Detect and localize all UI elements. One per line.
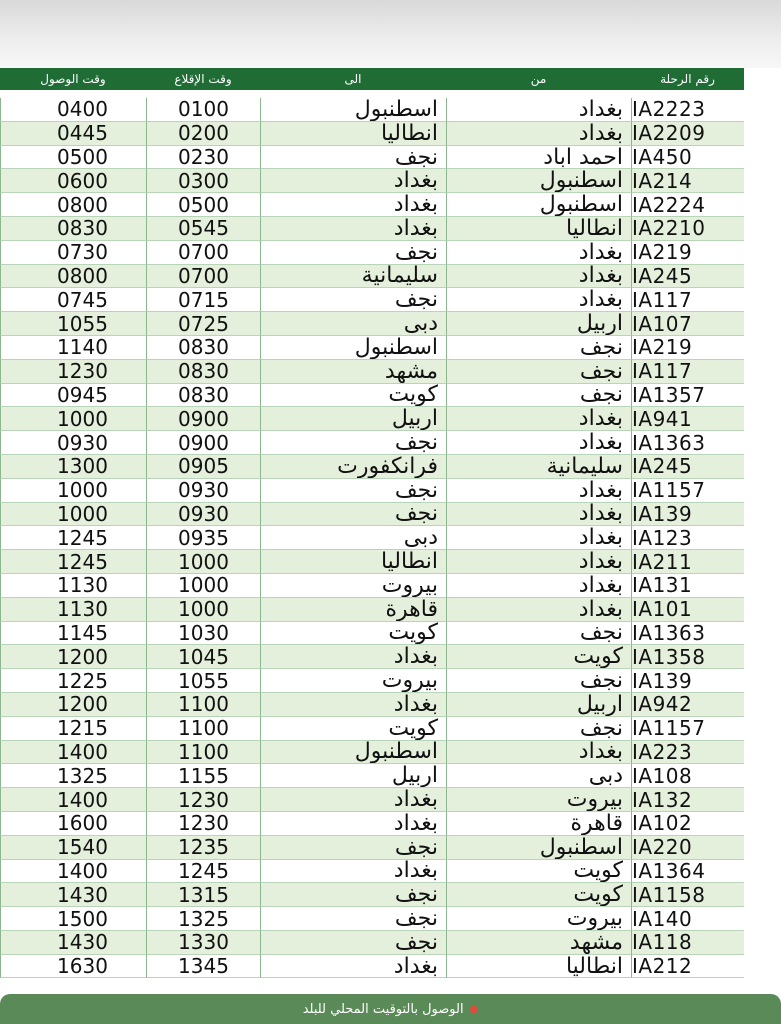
origin-cell: انطاليا [446,217,631,241]
departure-time-cell: 0715 [146,288,260,312]
flight-number-cell: IA245 [631,455,744,479]
arrival-time-cell: 0730 [0,241,146,265]
arrival-time-cell: 1325 [0,764,146,788]
flight-number-cell: IA102 [631,812,744,836]
flight-number-cell: IA212 [631,955,744,979]
origin-cell: بغداد [446,550,631,574]
departure-time-cell: 1155 [146,764,260,788]
origin-cell: بغداد [446,288,631,312]
departure-time-cell: 0300 [146,169,260,193]
flight-number-cell: IA941 [631,407,744,431]
flight-number-cell: IA942 [631,693,744,717]
arrival-time-cell: 1000 [0,479,146,503]
table-row [0,598,744,622]
origin-cell: نجف [446,360,631,384]
departure-time-cell: 1230 [146,788,260,812]
departure-time-cell: 1315 [146,883,260,907]
arrival-time-cell: 1245 [0,526,146,550]
destination-cell: نجف [260,931,446,955]
departure-time-cell: 0905 [146,455,260,479]
flight-number-cell: IA1363 [631,622,744,646]
flight-number-cell: IA107 [631,312,744,336]
departure-time-cell: 0700 [146,265,260,289]
origin-cell: انطاليا [446,955,631,979]
header-from: من [530,72,547,86]
table-row [0,193,744,217]
arrival-time-cell: 1430 [0,931,146,955]
arrival-time-cell: 1430 [0,883,146,907]
flight-number-cell: IA219 [631,241,744,265]
destination-cell: نجف [260,479,446,503]
origin-cell: سليمانية [446,455,631,479]
flight-number-cell: IA117 [631,288,744,312]
arrival-time-cell: 1130 [0,574,146,598]
arrival-time-cell: 0445 [0,122,146,146]
departure-time-cell: 0200 [146,122,260,146]
arrival-time-cell: 1245 [0,550,146,574]
origin-cell: نجف [446,336,631,360]
destination-cell: دبى [260,526,446,550]
departure-time-cell: 1330 [146,931,260,955]
destination-cell: بغداد [260,693,446,717]
destination-cell: نجف [260,288,446,312]
origin-cell: بغداد [446,407,631,431]
departure-time-cell: 1000 [146,598,260,622]
bullet-icon: ● [469,1003,479,1015]
arrival-time-cell: 1130 [0,598,146,622]
origin-cell: اربيل [446,312,631,336]
flight-number-cell: IA123 [631,526,744,550]
origin-cell: بغداد [446,98,631,122]
arrival-time-cell: 1140 [0,336,146,360]
departure-time-cell: 0725 [146,312,260,336]
destination-cell: بغداد [260,217,446,241]
table-row [0,883,744,907]
header-spacer [0,90,744,98]
arrival-time-cell: 0800 [0,265,146,289]
origin-cell: بغداد [446,598,631,622]
departure-time-cell: 0830 [146,360,260,384]
departure-time-cell: 1000 [146,574,260,598]
destination-cell: بيروت [260,669,446,693]
table-row [0,693,744,717]
arrival-time-cell: 0945 [0,384,146,408]
destination-cell: انطاليا [260,550,446,574]
table-row [0,645,744,669]
flight-number-cell: IA132 [631,788,744,812]
flight-number-cell: IA2223 [631,98,744,122]
arrival-time-cell: 1400 [0,860,146,884]
table-row [0,241,744,265]
destination-cell: نجف [260,503,446,527]
flight-number-cell: IA2210 [631,217,744,241]
table-row [0,788,744,812]
departure-time-cell: 0100 [146,98,260,122]
destination-cell: نجف [260,431,446,455]
table-row [0,479,744,503]
table-row [0,312,744,336]
origin-cell: مشهد [446,931,631,955]
arrival-time-cell: 0400 [0,98,146,122]
departure-time-cell: 1100 [146,741,260,765]
flight-number-cell: IA223 [631,741,744,765]
destination-cell: نجف [260,836,446,860]
table-row [0,526,744,550]
destination-cell: بغداد [260,169,446,193]
table-row [0,550,744,574]
origin-cell: بغداد [446,503,631,527]
table-row [0,98,744,122]
top-background [0,0,781,68]
table-row [0,217,744,241]
header-arrival-time: وقت الوصول [40,72,106,86]
table-row [0,812,744,836]
arrival-time-cell: 1400 [0,788,146,812]
destination-cell: بغداد [260,955,446,979]
destination-cell: نجف [260,241,446,265]
departure-time-cell: 1235 [146,836,260,860]
departure-time-cell: 1030 [146,622,260,646]
destination-cell: بغداد [260,788,446,812]
destination-cell: كويت [260,384,446,408]
origin-cell: اسطنبول [446,169,631,193]
origin-cell: كويت [446,645,631,669]
origin-cell: اسطنبول [446,193,631,217]
arrival-time-cell: 1215 [0,717,146,741]
table-row [0,907,744,931]
flight-number-cell: IA2209 [631,122,744,146]
destination-cell: انطاليا [260,122,446,146]
departure-time-cell: 1245 [146,860,260,884]
arrival-time-cell: 1000 [0,503,146,527]
departure-time-cell: 0545 [146,217,260,241]
flight-number-cell: IA245 [631,265,744,289]
destination-cell: فرانكفورت [260,455,446,479]
arrival-time-cell: 1000 [0,407,146,431]
arrival-time-cell: 1600 [0,812,146,836]
table-row [0,764,744,788]
origin-cell: دبى [446,764,631,788]
flight-table [0,98,744,978]
table-row [0,574,744,598]
destination-cell: اربيل [260,764,446,788]
destination-cell: اربيل [260,407,446,431]
departure-time-cell: 1100 [146,693,260,717]
arrival-time-cell: 0745 [0,288,146,312]
table-row [0,407,744,431]
table-header [0,68,744,90]
departure-time-cell: 0500 [146,193,260,217]
arrival-time-cell: 1500 [0,907,146,931]
origin-cell: بيروت [446,907,631,931]
arrival-time-cell: 1230 [0,360,146,384]
destination-cell: سليمانية [260,265,446,289]
destination-cell: بغداد [260,812,446,836]
origin-cell: اربيل [446,693,631,717]
destination-cell: اسطنبول [260,741,446,765]
table-row [0,288,744,312]
flight-number-cell: IA139 [631,669,744,693]
destination-cell: اسطنبول [260,336,446,360]
departure-time-cell: 1000 [146,550,260,574]
table-row [0,384,744,408]
arrival-time-cell: 1200 [0,693,146,717]
arrival-time-cell: 0800 [0,193,146,217]
departure-time-cell: 1055 [146,669,260,693]
departure-time-cell: 1345 [146,955,260,979]
departure-time-cell: 0900 [146,431,260,455]
flight-number-cell: IA1364 [631,860,744,884]
origin-cell: كويت [446,883,631,907]
table-row [0,717,744,741]
origin-cell: بغداد [446,431,631,455]
flight-number-cell: IA118 [631,931,744,955]
header-to: الى [344,72,362,86]
arrival-time-cell: 1540 [0,836,146,860]
departure-time-cell: 1230 [146,812,260,836]
destination-cell: بيروت [260,574,446,598]
header-flight-number: رقم الرحلة [660,72,715,86]
flight-number-cell: IA1358 [631,645,744,669]
header-departure-time: وقت الإقلاع [174,72,232,86]
arrival-time-cell: 1300 [0,455,146,479]
footer-note-text: الوصول بالتوقيت المحلي للبلد [302,1001,464,1017]
flight-number-cell: IA219 [631,336,744,360]
destination-cell: اسطنبول [260,98,446,122]
arrival-time-cell: 1145 [0,622,146,646]
destination-cell: كويت [260,622,446,646]
destination-cell: مشهد [260,360,446,384]
arrival-time-cell: 1400 [0,741,146,765]
destination-cell: قاهرة [260,598,446,622]
departure-time-cell: 0700 [146,241,260,265]
origin-cell: كويت [446,860,631,884]
departure-time-cell: 1045 [146,645,260,669]
table-row [0,431,744,455]
origin-cell: نجف [446,669,631,693]
flight-number-cell: IA1157 [631,479,744,503]
destination-cell: نجف [260,907,446,931]
flight-number-cell: IA214 [631,169,744,193]
table-row [0,669,744,693]
origin-cell: بغداد [446,479,631,503]
footer-note [0,994,781,1024]
flight-number-cell: IA450 [631,146,744,170]
flight-number-cell: IA1157 [631,717,744,741]
flight-number-cell: IA117 [631,360,744,384]
origin-cell: احمد اباد [446,146,631,170]
table-row [0,265,744,289]
flight-number-cell: IA220 [631,836,744,860]
origin-cell: بغداد [446,122,631,146]
arrival-time-cell: 1630 [0,955,146,979]
origin-cell: نجف [446,717,631,741]
destination-cell: نجف [260,146,446,170]
table-row [0,931,744,955]
origin-cell: بغداد [446,741,631,765]
flight-number-cell: IA1363 [631,431,744,455]
table-row [0,122,744,146]
departure-time-cell: 0830 [146,384,260,408]
departure-time-cell: 1325 [146,907,260,931]
arrival-time-cell: 0600 [0,169,146,193]
departure-time-cell: 0230 [146,146,260,170]
departure-time-cell: 0900 [146,407,260,431]
origin-cell: بغداد [446,574,631,598]
origin-cell: قاهرة [446,812,631,836]
flight-number-cell: IA140 [631,907,744,931]
table-row [0,741,744,765]
arrival-time-cell: 0500 [0,146,146,170]
arrival-time-cell: 1055 [0,312,146,336]
table-row [0,860,744,884]
arrival-time-cell: 1200 [0,645,146,669]
departure-time-cell: 0830 [146,336,260,360]
destination-cell: بغداد [260,860,446,884]
destination-cell: بغداد [260,645,446,669]
flight-number-cell: IA131 [631,574,744,598]
flight-number-cell: IA211 [631,550,744,574]
destination-cell: نجف [260,883,446,907]
flight-number-cell: IA1158 [631,883,744,907]
flight-number-cell: IA108 [631,764,744,788]
flight-number-cell: IA101 [631,598,744,622]
departure-time-cell: 0930 [146,479,260,503]
table-row [0,503,744,527]
departure-time-cell: 1100 [146,717,260,741]
destination-cell: كويت [260,717,446,741]
table-row [0,146,744,170]
origin-cell: اسطنبول [446,836,631,860]
flight-number-cell: IA1357 [631,384,744,408]
departure-time-cell: 0930 [146,503,260,527]
origin-cell: نجف [446,622,631,646]
flight-schedule [0,68,744,978]
table-row [0,836,744,860]
flight-number-cell: IA139 [631,503,744,527]
origin-cell: بغداد [446,526,631,550]
table-row [0,336,744,360]
arrival-time-cell: 0930 [0,431,146,455]
table-row [0,955,744,979]
table-row [0,622,744,646]
origin-cell: بغداد [446,241,631,265]
departure-time-cell: 0935 [146,526,260,550]
origin-cell: نجف [446,384,631,408]
destination-cell: بغداد [260,193,446,217]
origin-cell: بيروت [446,788,631,812]
origin-cell: بغداد [446,265,631,289]
arrival-time-cell: 1225 [0,669,146,693]
table-row [0,169,744,193]
destination-cell: دبى [260,312,446,336]
table-row [0,360,744,384]
arrival-time-cell: 0830 [0,217,146,241]
flight-number-cell: IA2224 [631,193,744,217]
table-row [0,455,744,479]
